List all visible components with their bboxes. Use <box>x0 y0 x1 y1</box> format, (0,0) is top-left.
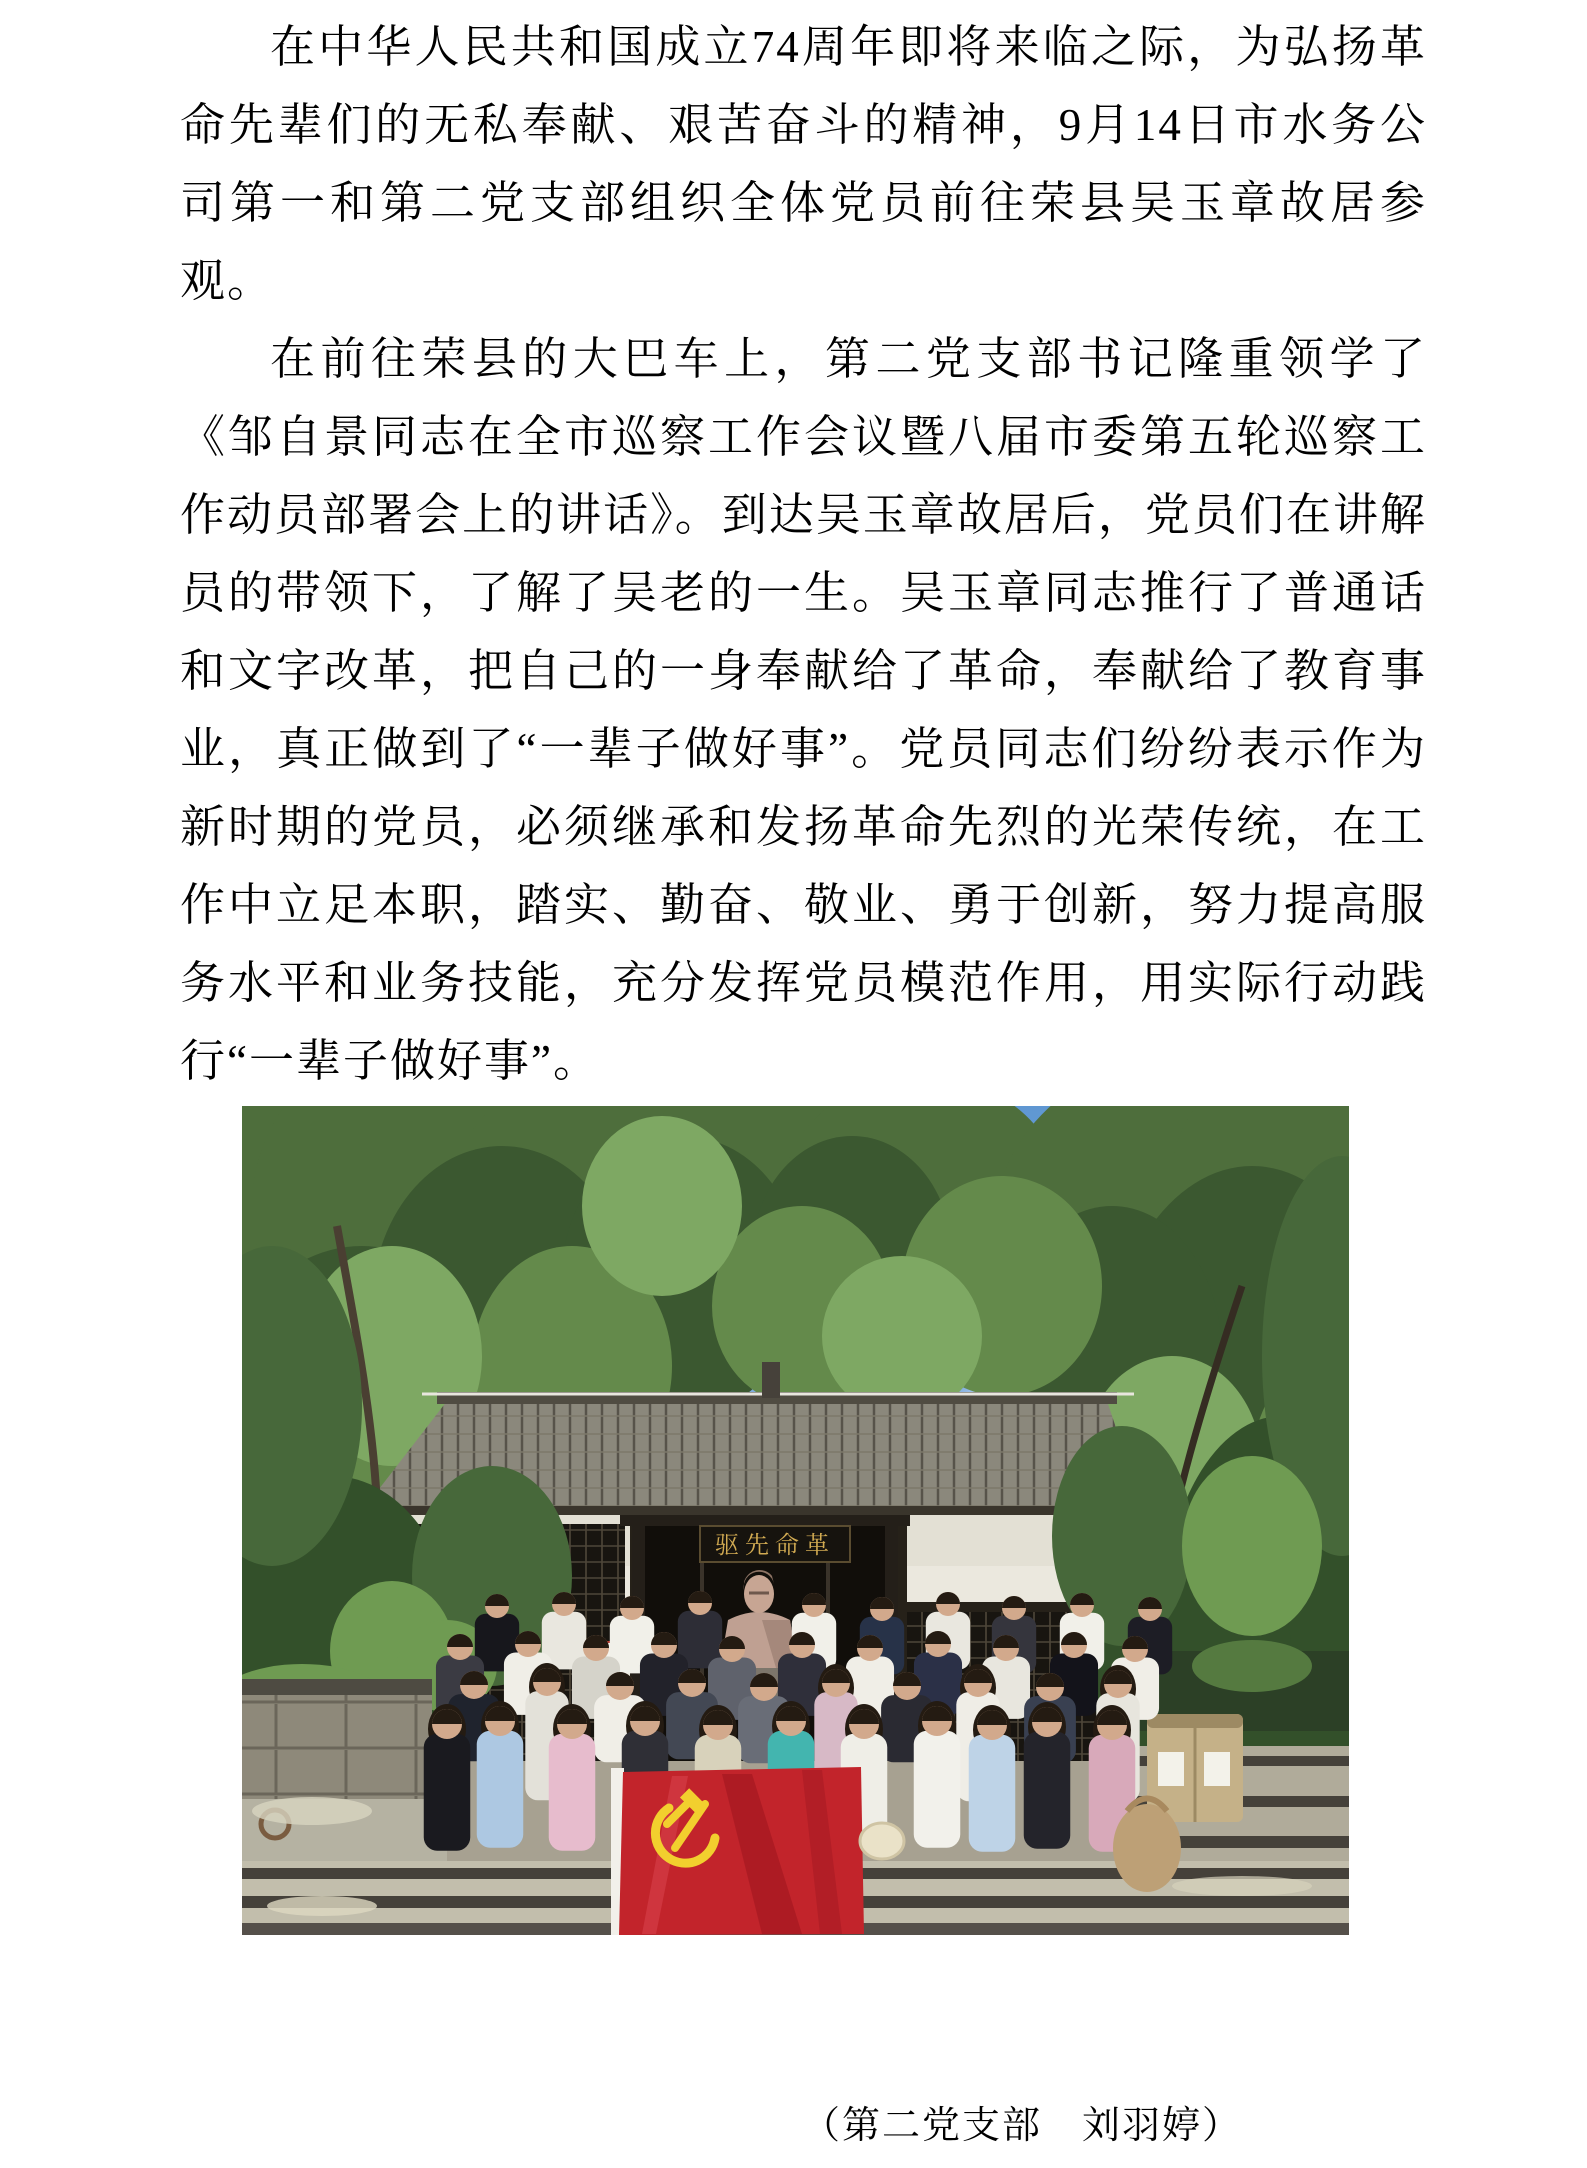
plaque-text: 驱先命革 <box>715 1533 835 1559</box>
paragraph-1: 在中华人民共和国成立74周年即将来临之际，为弘扬革命先辈们的无私奉献、艰苦奋斗的精神，9月14日市水务公司第一和第二党支部组织全体党员前往荣县吴玉章故居参观。 <box>180 22 1427 306</box>
straw-hat <box>860 1823 904 1859</box>
group-photo <box>242 1106 1349 1935</box>
attribution: （第二党支部 刘羽婷） <box>801 2105 1242 2147</box>
plaque <box>700 1526 850 1562</box>
tote-bag <box>1113 1804 1181 1892</box>
party-flag <box>611 1767 864 1935</box>
paragraph-2: 在前往荣县的大巴车上，第二党支部书记隆重领学了《邹自景同志在全市巡察工作会议暨八届市委第五轮巡察工作动员部署会上的讲话》。到达吴玉章故居后，党员们在讲解员的带领下，了解了吴老的一生。吴玉章同志推行了普通话和文字改革，把自己的一身奉献给了革命，奉献给了教育事业，真正做到了“一辈子做好事”。党员同志们纷纷表示作为新时期的党员，必须继承和发扬革命先烈的光荣传统，在工作中立足本职，踏实、勤奋、敬业、勇于创新，努力提高服务水平和业务技能，充分发挥党员模范作用，用实际行动践行“一辈子做好事”。 <box>180 334 1427 1086</box>
group-photo-illustration <box>242 1106 1349 1935</box>
